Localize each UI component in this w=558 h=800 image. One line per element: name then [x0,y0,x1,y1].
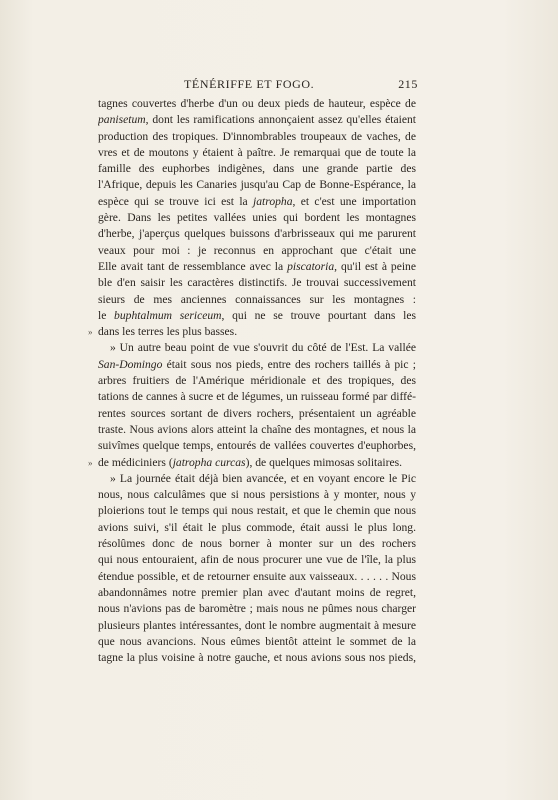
text-line [98,536,416,552]
text-line [98,275,416,291]
text-line [98,406,416,422]
text-line [98,308,416,324]
text-line [98,226,416,242]
line-text: traste. Nous avions alors atteint la chaîne des montagnes, et nous la [98,422,416,436]
line-text: abandonnâmes notre premier plan avec d'autant moins de regret, [98,585,416,599]
text-line [98,552,416,568]
line-text: production des tropiques. D'innombrables troupeaux de vaches, de [98,129,416,143]
line-text: tagne la plus voisine à notre gauche, et nous avions sous nos pieds, [98,651,416,665]
line-text: résolûmes donc de nous borner à monter sur un des rochers [98,537,416,551]
line-text: tagnes couvertes d'herbe d'un ou deux pieds de hauteur, espèce de [98,97,416,110]
line-text: suivîmes quelque temps, entourés de vallées couvertes d'euphorbes, [98,439,416,453]
text-line [88,324,416,340]
line-text: espèce qui se trouve ici est la jatropha, et c'est une importation [98,194,416,208]
text-line [98,487,416,503]
quote-mark: » [88,457,93,468]
line-text: ploierions tout le temps qui nous restait, et que le chemin que nous [98,504,416,518]
line-text: Elle avait tant de ressemblance avec la piscatoria, qu'il est à peine [98,259,416,273]
text-line [98,145,416,161]
line-text: nous, nous calculâmes que si nous persistions à y monter, nous y [98,488,416,502]
text-line [88,455,416,471]
line-text: qui nous entouraient, afin de nous procurer une vue de l'île, la plus [98,553,416,567]
line-text: veaux pour moi : je reconnus en approchant que c'était une [98,243,416,257]
line-text: panisetum, dont les ramifications annonçaient assez qu'elles étaient [98,113,416,127]
line-text: arbres fruitiers de l'Amérique méridionale et des tropiques, des [98,374,416,388]
text-line [98,161,416,177]
text-line [98,422,416,438]
line-text: dans les terres les plus basses. [98,325,238,339]
text-line [98,210,416,226]
text-line [98,243,416,259]
line-text: l'Afrique, depuis les Canaries jusqu'au Cap de Bonne-Espérance, la [98,178,416,192]
line-text: rentes sources sortant de divers rochers, présentaient un agréable [98,406,416,420]
line-text: ble d'en saisir les caractères distinctifs. Je trouvai successivement [98,276,416,290]
text-line [98,520,416,536]
text-line [98,585,416,601]
line-text: de médiciniers (jatropha curcas), de quelques mimosas solitaires. [98,455,403,469]
line-text: nous n'avions pas de baromètre ; mais nous ne pûmes nous charger [98,602,416,616]
text-line [98,503,416,519]
text-line [98,569,416,585]
line-text: gère. Dans les petites vallées unies qui bordent les montagnes [98,211,416,225]
text-line [98,471,416,487]
header-title: TÉNÉRIFFE ET FOGO. [184,77,315,91]
line-text: étendue possible, et de retourner ensuite aux vaisseaux. . . . . . Nous [98,569,416,583]
text-line [98,389,416,405]
text-line [98,112,416,128]
text-line [98,259,416,275]
text-line [98,438,416,454]
quote-mark: » [88,327,93,338]
text-line [98,194,416,210]
body-text [88,96,416,666]
text-line [98,96,416,112]
line-text: famille des euphorbes indigènes, dans une grande partie des [98,162,416,176]
text-line [98,650,416,666]
text-line [98,340,416,356]
line-text: » La journée était déjà bien avancée, et en voyant encore le Pic [110,471,416,485]
text-line [98,601,416,617]
text-line [98,292,416,308]
page-number: 215 [398,77,418,91]
line-text: que nous avancions. Nous eûmes bientôt atteint le sommet de la [98,634,416,648]
line-text: sieurs de mes anciennes connaissances sur les montagnes : [98,292,416,306]
line-text: plusieurs plantes intéressantes, dont le nombre augmentait à mesure [98,618,416,632]
line-text: San-Domingo était sous nos pieds, entre des rochers taillés à pic ; [98,357,416,371]
line-text: tations de cannes à sucre et de légumes, un ruisseau formé par diffé- [98,390,416,404]
text-line [98,177,416,193]
line-text: le buphtalmum sericeum, qui ne se trouve pourtant dans les [98,308,416,322]
text-line [98,357,416,373]
line-text: d'herbe, j'aperçus quelques buissons d'arbrisseaux qui me parurent [98,227,416,241]
text-line [98,634,416,650]
line-text: avions suivi, s'il était le plus commode, était aussi le plus long. [98,520,416,534]
line-text: » Un autre beau point de vue s'ouvrit du côté de l'Est. La vallée [110,341,416,355]
text-line [98,129,416,145]
text-line [98,373,416,389]
text-line [98,618,416,634]
line-text: vres et de moutons y étaient à paître. Je remarquai que de toute la [98,145,416,159]
